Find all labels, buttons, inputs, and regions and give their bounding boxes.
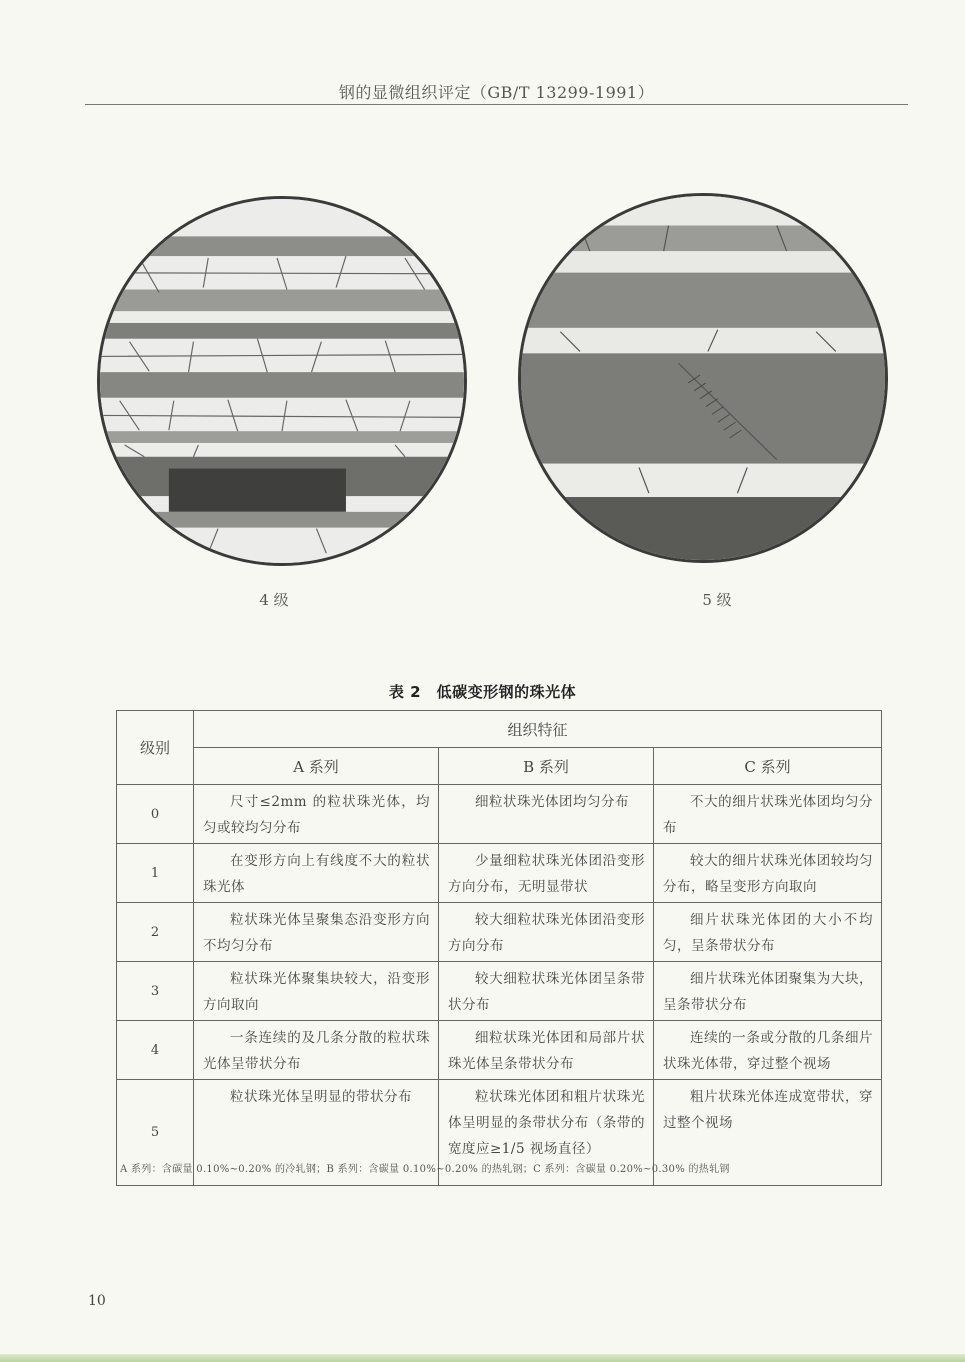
table-row	[117, 785, 882, 844]
series-a-cell: 粒状珠光体呈明显的带状分布	[230, 1089, 412, 1105]
series-a-cell: 一条连续的及几条分散的粒状珠光体呈带状分布	[203, 1030, 430, 1072]
micrograph-grade-5	[518, 193, 888, 563]
series-a-cell: 尺寸≤2mm 的粒状珠光体，均匀或较均匀分布	[203, 794, 430, 836]
table-row	[117, 903, 882, 962]
grade-cell: 2	[117, 903, 194, 962]
header-grade: 级别	[117, 711, 194, 785]
figure-caption-grade-5: 5 级	[702, 591, 732, 609]
series-b-cell: 少量细粒状珠光体团沿变形方向分布，无明显带状	[448, 853, 645, 895]
series-c-cell: 不大的细片状珠光体团均匀分布	[663, 794, 874, 836]
series-b-cell: 较大细粒状珠光体团呈条带状分布	[448, 971, 645, 1013]
table-title: 表 2 低碳变形钢的珠光体	[388, 683, 577, 701]
series-c-cell: 粗片状珠光体连成宽带状，穿过整个视场	[663, 1089, 874, 1131]
series-c-cell: 细片状珠光体团聚集为大块，呈条带状分布	[663, 971, 874, 1013]
header-features: 组织特征	[194, 711, 882, 748]
series-c-cell: 较大的细片状珠光体团较均匀分布，略呈变形方向取向	[663, 853, 874, 895]
table-row	[117, 844, 882, 903]
series-b-cell: 粒状珠光体团和粗片状珠光体呈明显的条带状分布（条带的宽度应≥1/5 视场直径）	[448, 1089, 645, 1157]
table-row	[117, 1021, 882, 1080]
running-header	[85, 78, 908, 105]
figure-caption-grade-4: 4 级	[259, 591, 289, 609]
series-b-cell: 较大细粒状珠光体团沿变形方向分布	[448, 912, 645, 954]
grade-cell: 0	[117, 785, 194, 844]
table-row	[117, 962, 882, 1021]
page-number: 10	[88, 1293, 106, 1309]
grade-cell: 1	[117, 844, 194, 903]
header-series-c: C 系列	[654, 748, 882, 785]
series-a-cell: 粒状珠光体聚集块较大，沿变形方向取向	[203, 971, 430, 1013]
pearlite-grade-table	[116, 710, 882, 1186]
grade-cell: 3	[117, 962, 194, 1021]
micrograph-grade-4	[97, 196, 467, 566]
series-c-cell: 连续的一条或分散的几条细片状珠光体带，穿过整个视场	[663, 1030, 874, 1072]
header-title: 钢的显微组织评定（GB/T 13299-1991）	[338, 83, 655, 102]
grade-cell: 5	[117, 1080, 194, 1186]
series-a-cell: 在变形方向上有线度不大的粒状珠光体	[203, 853, 430, 895]
header-series-b: B 系列	[439, 748, 654, 785]
series-a-cell: 粒状珠光体呈聚集态沿变形方向不均匀分布	[203, 912, 430, 954]
series-b-cell: 细粒状珠光体团均匀分布	[475, 794, 629, 810]
series-b-cell: 细粒状珠光体团和局部片状珠光体呈条带状分布	[448, 1030, 645, 1072]
page-edge	[0, 1354, 965, 1362]
series-c-cell: 细片状珠光体团的大小不均匀，呈条带状分布	[663, 912, 874, 954]
table-footnote: A 系列：含碳量 0.10%~0.20% 的冷轧钢；B 系列：含碳量 0.10%~0.20% 的热轧钢；C 系列：含碳量 0.20%~0.30% 的热轧钢	[120, 1164, 730, 1175]
header-series-a: A 系列	[194, 748, 439, 785]
grade-cell: 4	[117, 1021, 194, 1080]
